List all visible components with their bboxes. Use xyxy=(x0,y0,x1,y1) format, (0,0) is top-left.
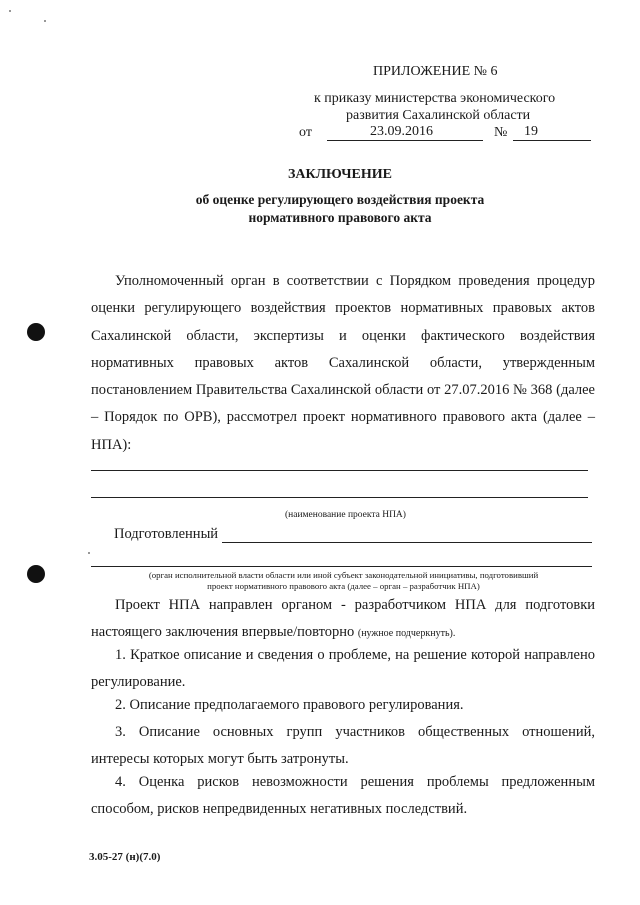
punch-hole-bottom xyxy=(27,565,45,583)
item-3: 3. Описание основных групп участников общественных отношений, интересы которых могут быть затронуты. xyxy=(91,724,595,768)
sent-note: (нужное подчеркнуть). xyxy=(357,628,456,640)
punch-hole-top xyxy=(27,323,45,341)
item-1: 1. Краткое описание и сведения о проблеме, на решение которой направлено регулирование. xyxy=(91,647,595,691)
scan-speck xyxy=(9,10,11,12)
date-label: от xyxy=(299,125,312,140)
date-underline xyxy=(327,140,483,141)
order-number: 19 xyxy=(524,124,538,139)
intro-text: Уполномоченный орган в соответствии с Порядком проведения процедур оценки регулирующего воздействия проектов нормативных правовых актов Сахалинской области, экспертизы и оценки фактического воздействия нормативных правовых актов Сахалинской области, утвержденным постановлением Правительства Сахалинской области от 27.07.2016 № 368 (далее – Порядок по ОРВ), рассмотрел проект нормативного правового акта (далее – НПА): xyxy=(91,273,595,453)
organ-caption-2: проект нормативного правового акта (далее – орган – разработчик НПА) xyxy=(207,581,480,591)
number-underline xyxy=(513,140,591,141)
document-title: ЗАКЛЮЧЕНИЕ xyxy=(287,167,393,182)
item-2: 2. Описание предполагаемого правового регулирования. xyxy=(115,697,464,713)
npa-name-line-1 xyxy=(91,470,588,471)
intro-paragraph xyxy=(91,268,595,459)
prepared-label: Подготовленный xyxy=(114,526,219,542)
npa-name-line-2 xyxy=(91,497,588,498)
npa-name-caption: (наименование проекта НПА) xyxy=(285,510,406,520)
prepared-line xyxy=(222,542,592,543)
scan-speck xyxy=(88,552,90,554)
document-subtitle-2: нормативного правового акта xyxy=(248,210,432,225)
order-date: 23.09.2016 xyxy=(370,124,433,139)
organ-caption-1: (орган исполнительной власти области или иной субъект законодательной инициативы, подготовивший xyxy=(148,570,539,580)
order-line-2: развития Сахалинской области xyxy=(346,108,531,123)
sent-paragraph xyxy=(91,592,595,648)
item-4: 4. Оценка рисков невозможности решения проблемы предложенным способом, рисков непредвиденных негативных последствий. xyxy=(91,774,595,818)
form-code: 3.05-27 (н)(7.0) xyxy=(89,851,161,863)
sent-text: Проект НПА направлен органом - разработчиком НПА для подготовки настоящего заключения впервые/повторно xyxy=(91,597,595,641)
appendix-title: ПРИЛОЖЕНИЕ № 6 xyxy=(373,64,498,79)
number-label: № xyxy=(494,125,508,140)
organ-line xyxy=(91,566,592,567)
scan-speck xyxy=(44,20,46,22)
document-subtitle-1: об оценке регулирующего воздействия проекта xyxy=(195,192,485,207)
order-line-1: к приказу министерства экономического xyxy=(314,91,556,106)
